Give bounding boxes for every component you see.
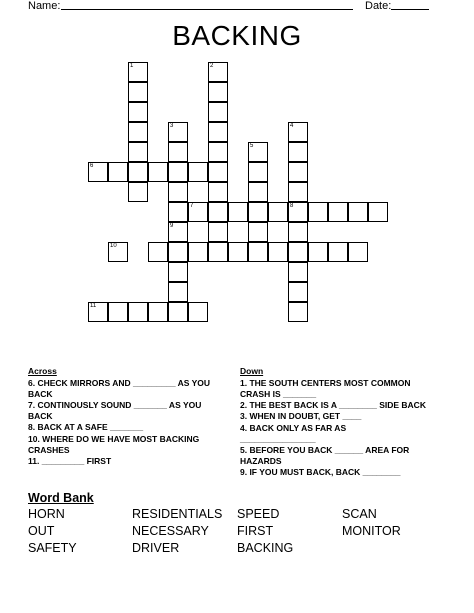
grid-cell[interactable] xyxy=(208,242,228,262)
grid-cell[interactable] xyxy=(288,202,308,222)
grid-cell[interactable] xyxy=(228,242,248,262)
grid-cell[interactable] xyxy=(128,122,148,142)
clue-number: 5 xyxy=(250,143,254,149)
word-bank-word: FIRST xyxy=(237,524,274,538)
word-bank-word: SCAN xyxy=(342,507,377,521)
grid-cell[interactable] xyxy=(368,202,388,222)
grid-cell[interactable] xyxy=(208,162,228,182)
grid-cell[interactable] xyxy=(308,242,328,262)
grid-cell[interactable] xyxy=(128,142,148,162)
across-clue-10: 10. WHERE DO WE HAVE MOST BACKING CRASHES xyxy=(28,434,200,455)
grid-cell[interactable] xyxy=(328,242,348,262)
grid-cell[interactable] xyxy=(168,162,188,182)
down-clue-1: 1. THE SOUTH CENTERS MOST COMMON CRASH IS _______ xyxy=(240,378,411,399)
grid-cell[interactable] xyxy=(348,242,368,262)
clue-number: 9 xyxy=(170,223,174,229)
grid-cell[interactable] xyxy=(168,122,188,142)
grid-cell[interactable] xyxy=(288,182,308,202)
grid-cell[interactable] xyxy=(168,262,188,282)
clue-number: 2 xyxy=(210,63,214,69)
across-clue-11: 11. _________ FIRST xyxy=(28,456,112,466)
clue-number: 8 xyxy=(290,203,294,209)
grid-cell[interactable] xyxy=(208,102,228,122)
grid-cell[interactable] xyxy=(108,302,128,322)
grid-cell[interactable] xyxy=(208,122,228,142)
down-clue-3: 3. WHEN IN DOUBT, GET ____ xyxy=(240,411,362,421)
grid-cell[interactable] xyxy=(128,102,148,122)
grid-cell[interactable] xyxy=(88,162,108,182)
word-bank-word: SPEED xyxy=(237,507,280,521)
page-title: BACKING xyxy=(172,20,302,51)
grid-cell[interactable] xyxy=(108,242,128,262)
grid-cell[interactable] xyxy=(188,162,208,182)
grid-cell[interactable] xyxy=(248,162,268,182)
grid-cell[interactable] xyxy=(288,262,308,282)
grid-cell[interactable] xyxy=(328,202,348,222)
date-line[interactable] xyxy=(391,9,429,10)
grid-cell[interactable] xyxy=(288,282,308,302)
word-bank-word: BACKING xyxy=(237,541,294,555)
grid-cell[interactable] xyxy=(288,242,308,262)
grid-cell[interactable] xyxy=(88,302,108,322)
grid-cell[interactable] xyxy=(168,182,188,202)
grid-cell[interactable] xyxy=(248,182,268,202)
clue-number: 10 xyxy=(110,243,117,249)
clue-number: 11 xyxy=(90,303,97,309)
across-clue-8: 8. BACK AT A SAFE _______ xyxy=(28,422,144,432)
name-label: Name: xyxy=(28,0,61,12)
grid-cell[interactable] xyxy=(208,202,228,222)
grid-cell[interactable] xyxy=(168,202,188,222)
grid-cell[interactable] xyxy=(208,222,228,242)
grid-cell[interactable] xyxy=(248,202,268,222)
grid-cell[interactable] xyxy=(168,282,188,302)
grid-cell[interactable] xyxy=(128,182,148,202)
grid-cell[interactable] xyxy=(148,242,168,262)
down-heading: Down xyxy=(240,366,264,376)
clue-number: 1 xyxy=(130,63,134,69)
grid-cell[interactable] xyxy=(308,202,328,222)
grid-cell[interactable] xyxy=(128,162,148,182)
grid-cell[interactable] xyxy=(208,62,228,82)
grid-cell[interactable] xyxy=(208,82,228,102)
name-line[interactable] xyxy=(61,9,353,10)
grid-cell[interactable] xyxy=(128,62,148,82)
word-bank-heading: Word Bank xyxy=(28,491,94,505)
clue-number: 4 xyxy=(290,123,294,129)
grid-cell[interactable] xyxy=(208,182,228,202)
grid-cell[interactable] xyxy=(108,162,128,182)
word-bank-word: NECESSARY xyxy=(132,524,209,538)
word-bank-word: HORN xyxy=(28,507,65,521)
word-bank-word: OUT xyxy=(28,524,55,538)
grid-cell[interactable] xyxy=(168,242,188,262)
grid-cell[interactable] xyxy=(188,302,208,322)
grid-cell[interactable] xyxy=(248,222,268,242)
clue-number: 7 xyxy=(190,203,194,209)
down-clue-9: 9. IF YOU MUST BACK, BACK ________ xyxy=(240,467,401,477)
grid-cell[interactable] xyxy=(128,302,148,322)
across-clue-7: 7. CONTINOUSLY SOUND _______ AS YOU BACK xyxy=(28,400,202,421)
grid-cell[interactable] xyxy=(288,122,308,142)
down-clue-5: 5. BEFORE YOU BACK ______ AREA FOR HAZARDS xyxy=(240,445,410,466)
down-clue-2: 2. THE BEST BACK IS A ________ SIDE BACK xyxy=(240,400,426,410)
grid-cell[interactable] xyxy=(148,302,168,322)
word-bank-word: DRIVER xyxy=(132,541,180,555)
grid-cell[interactable] xyxy=(168,302,188,322)
grid-cell[interactable] xyxy=(288,142,308,162)
grid-cell[interactable] xyxy=(188,202,208,222)
down-clue-4: 4. BACK ONLY AS FAR AS ________________ xyxy=(240,423,347,444)
clue-number: 6 xyxy=(90,163,94,169)
grid-cell[interactable] xyxy=(288,302,308,322)
grid-cell[interactable] xyxy=(168,142,188,162)
across-clue-6: 6. CHECK MIRRORS AND _________ AS YOU BACK xyxy=(28,378,211,399)
word-bank-word: SAFETY xyxy=(28,541,77,555)
word-bank-word: RESIDENTIALS xyxy=(132,507,223,521)
grid-cell[interactable] xyxy=(348,202,368,222)
grid-cell[interactable] xyxy=(268,242,288,262)
grid-cell[interactable] xyxy=(208,142,228,162)
grid-cell[interactable] xyxy=(248,242,268,262)
grid-cell[interactable] xyxy=(168,222,188,242)
grid-cell[interactable] xyxy=(268,202,288,222)
grid-cell[interactable] xyxy=(148,162,168,182)
word-bank-word: MONITOR xyxy=(342,524,401,538)
grid-cell[interactable] xyxy=(248,142,268,162)
clue-number: 3 xyxy=(170,123,174,129)
grid-cell[interactable] xyxy=(288,162,308,182)
grid-cell[interactable] xyxy=(188,242,208,262)
across-heading: Across xyxy=(28,366,57,376)
grid-cell[interactable] xyxy=(228,202,248,222)
grid-cell[interactable] xyxy=(288,222,308,242)
grid-cell[interactable] xyxy=(128,82,148,102)
date-label: Date: xyxy=(365,0,392,12)
